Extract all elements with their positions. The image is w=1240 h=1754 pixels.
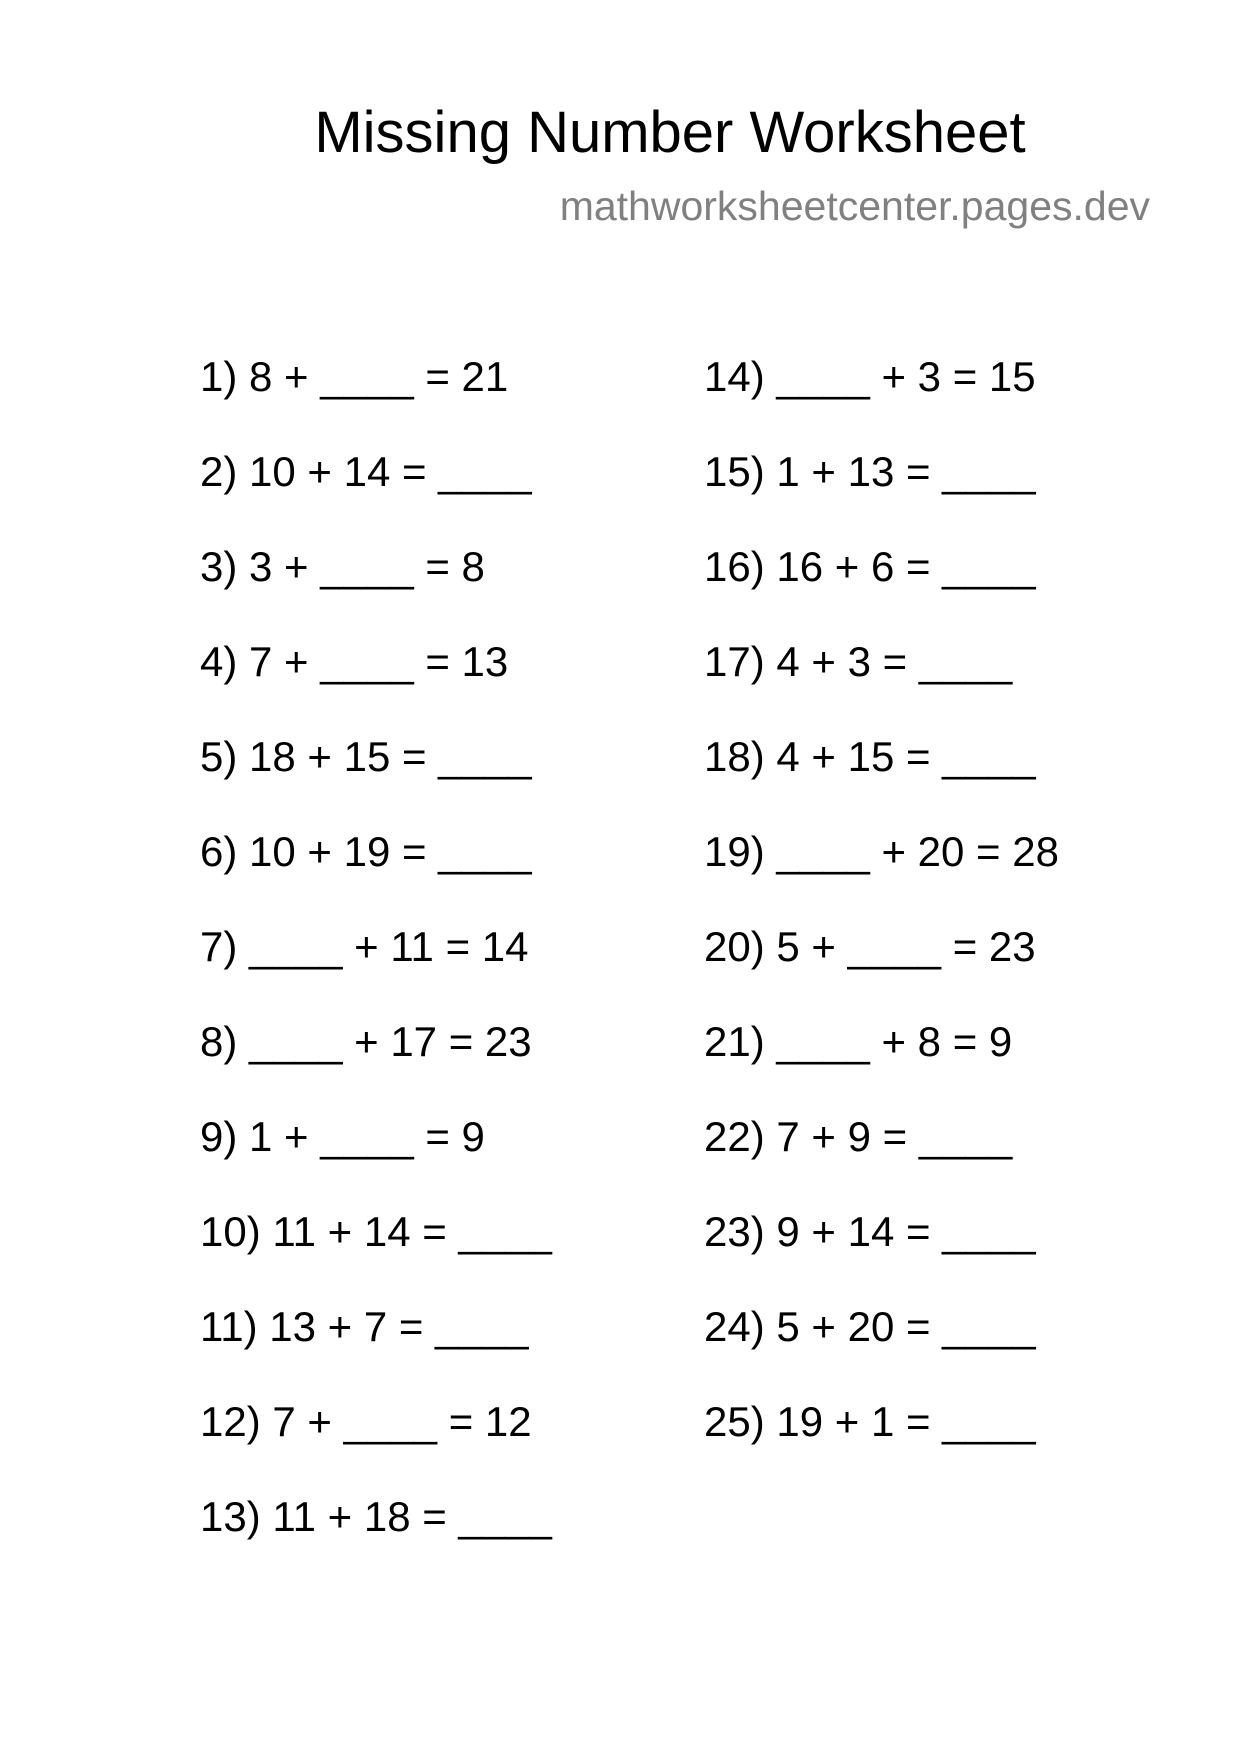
problem-item: 24) 5 + 20 = ____ [704, 1303, 1036, 1350]
problem-item: 10) 11 + 14 = ____ [200, 1208, 552, 1255]
problem-item: 9) 1 + ____ = 9 [200, 1113, 485, 1160]
problem-item: 13) 11 + 18 = ____ [200, 1493, 552, 1540]
problem-item: 23) 9 + 14 = ____ [704, 1208, 1036, 1255]
problem-item: 6) 10 + 19 = ____ [200, 828, 532, 875]
problem-item: 1) 8 + ____ = 21 [200, 353, 509, 400]
problem-item: 7) ____ + 11 = 14 [200, 923, 529, 970]
problem-item: 19) ____ + 20 = 28 [704, 828, 1059, 875]
source-url: mathworksheetcenter.pages.dev [559, 183, 1150, 229]
problem-item: 14) ____ + 3 = 15 [704, 353, 1036, 400]
problem-item: 8) ____ + 17 = 23 [200, 1018, 532, 1065]
problem-item: 18) 4 + 15 = ____ [704, 733, 1036, 780]
problem-item: 3) 3 + ____ = 8 [200, 543, 485, 590]
problem-item: 16) 16 + 6 = ____ [704, 543, 1036, 590]
worksheet-title: Missing Number Worksheet [314, 100, 1026, 165]
problem-item: 4) 7 + ____ = 13 [200, 638, 509, 685]
problem-item: 11) 13 + 7 = ____ [200, 1303, 529, 1350]
problem-item: 2) 10 + 14 = ____ [200, 448, 532, 495]
problem-item: 12) 7 + ____ = 12 [200, 1398, 532, 1445]
problem-item: 5) 18 + 15 = ____ [200, 733, 532, 780]
problem-item: 25) 19 + 1 = ____ [704, 1398, 1036, 1445]
problem-item: 20) 5 + ____ = 23 [704, 923, 1036, 970]
problem-item: 15) 1 + 13 = ____ [704, 448, 1036, 495]
problem-item: 17) 4 + 3 = ____ [704, 638, 1013, 685]
problem-item: 21) ____ + 8 = 9 [704, 1018, 1013, 1065]
problem-item: 22) 7 + 9 = ____ [704, 1113, 1013, 1160]
